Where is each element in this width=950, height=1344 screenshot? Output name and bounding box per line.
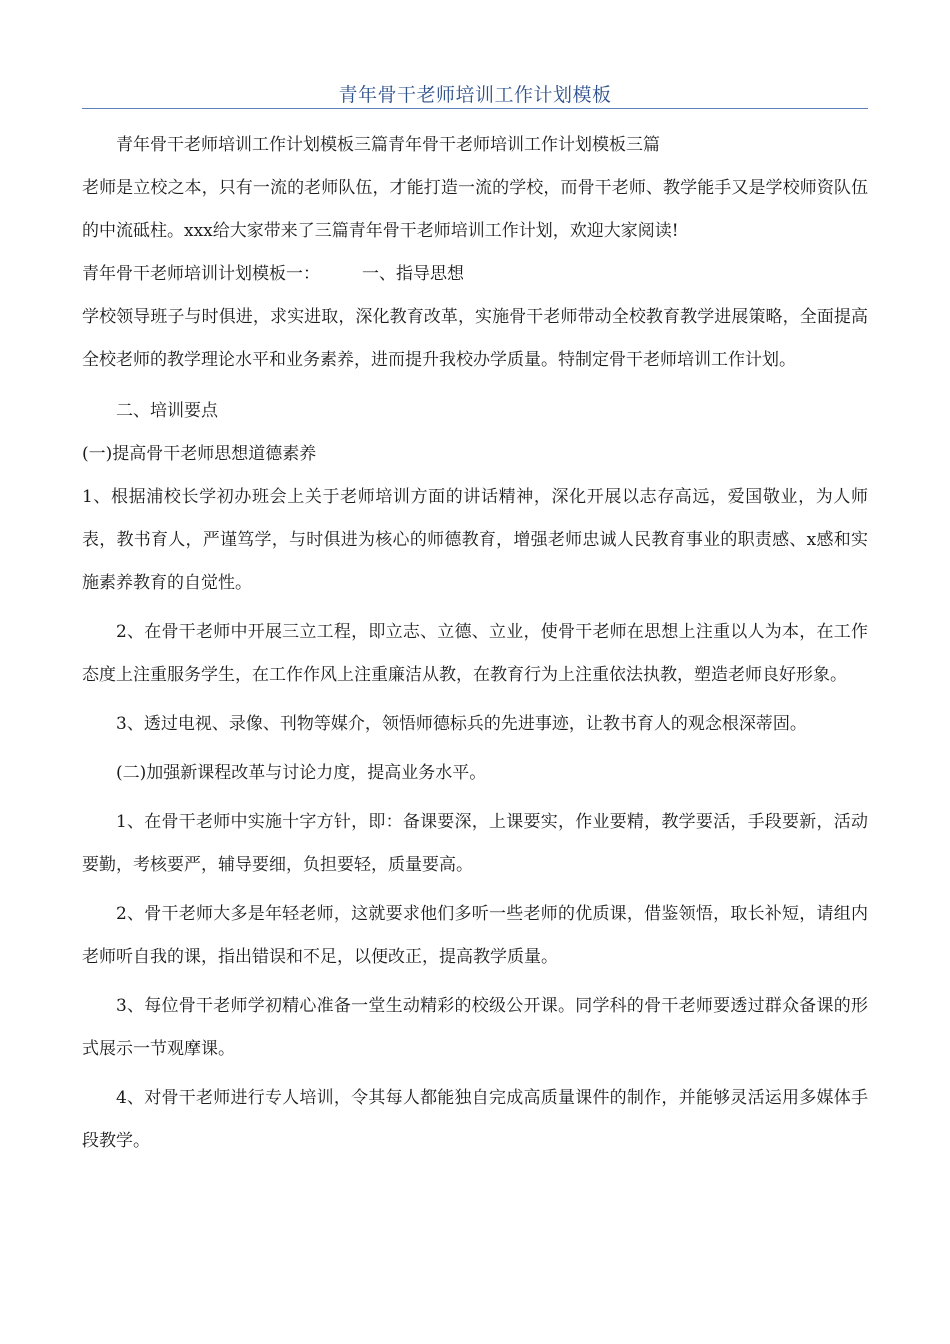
list-item-2: 2、在骨干老师中开展三立工程，即立志、立德、立业，使骨干老师在思想上注重以人为本，在工作态度上注重服务学生，在工作作风上注重廉洁从教，在教育行为上注重依法执教，塑造老师良好形象。 xyxy=(82,622,868,685)
intro-paragraph: 老师是立校之本，只有一流的老师队伍，才能打造一流的学校，而骨干老师、教学能手又是学校师资队伍的中流砥柱。xxx给大家带来了三篇青年骨干老师培训工作计划，欢迎大家阅读! xyxy=(82,178,868,241)
section-one-heading: 一、指导思想 xyxy=(362,264,464,284)
list-item-3: 3、透过电视、录像、刊物等媒介，领悟师德标兵的先进事迹，让教书育人的观念根深蒂固。 xyxy=(116,714,807,734)
template-one-label: 青年骨干老师培训计划模板一： xyxy=(82,264,320,284)
section-two-heading: 二、培训要点 xyxy=(116,401,218,421)
intro-heading: 青年骨干老师培训工作计划模板三篇青年骨干老师培训工作计划模板三篇 xyxy=(116,135,660,155)
list-item-5: 2、骨干老师大多是年轻老师，这就要求他们多听一些老师的优质课，借鉴领悟，取长补短，请组内老师听自我的课，指出错误和不足，以便改正，提高教学质量。 xyxy=(82,904,868,967)
page-title: 青年骨干老师培训工作计划模板 xyxy=(338,84,612,106)
list-item-6: 3、每位骨干老师学初精心准备一堂生动精彩的校级公开课。同学科的骨干老师要透过群众备课的形式展示一节观摩课。 xyxy=(82,996,868,1059)
document-body xyxy=(82,124,868,1163)
list-item-7: 4、对骨干老师进行专人培训，令其每人都能独自完成高质量课件的制作，并能够灵活运用多媒体手段教学。 xyxy=(82,1088,868,1151)
list-item-1: 1、根据浦校长学初办班会上关于老师培训方面的讲话精神，深化开展以志存高远，爱国敬业，为人师表，教书育人，严谨笃学，与时俱进为核心的师德教育，增强老师忠诚人民教育事业的职责感、x感和实施素养教育的自觉性。 xyxy=(82,487,868,593)
section-line xyxy=(82,253,868,296)
guiding-thought-paragraph: 学校领导班子与时俱进，求实进取，深化教育改革，实施骨干老师带动全校教育教学进展策略，全面提高全校老师的教学理论水平和业务素养，进而提升我校办学质量。特制定骨干老师培训工作计划。 xyxy=(82,307,868,370)
title-divider xyxy=(82,108,868,109)
list-item-4: 1、在骨干老师中实施十字方针，即：备课要深，上课要实，作业要精，教学要活，手段要新，活动要勤，考核要严，辅导要细，负担要轻，质量要高。 xyxy=(82,812,868,875)
subsection-two-heading: (二)加强新课程改革与讨论力度，提高业务水平。 xyxy=(116,763,487,783)
subsection-one-heading: (一)提高骨干老师思想道德素养 xyxy=(82,444,317,464)
